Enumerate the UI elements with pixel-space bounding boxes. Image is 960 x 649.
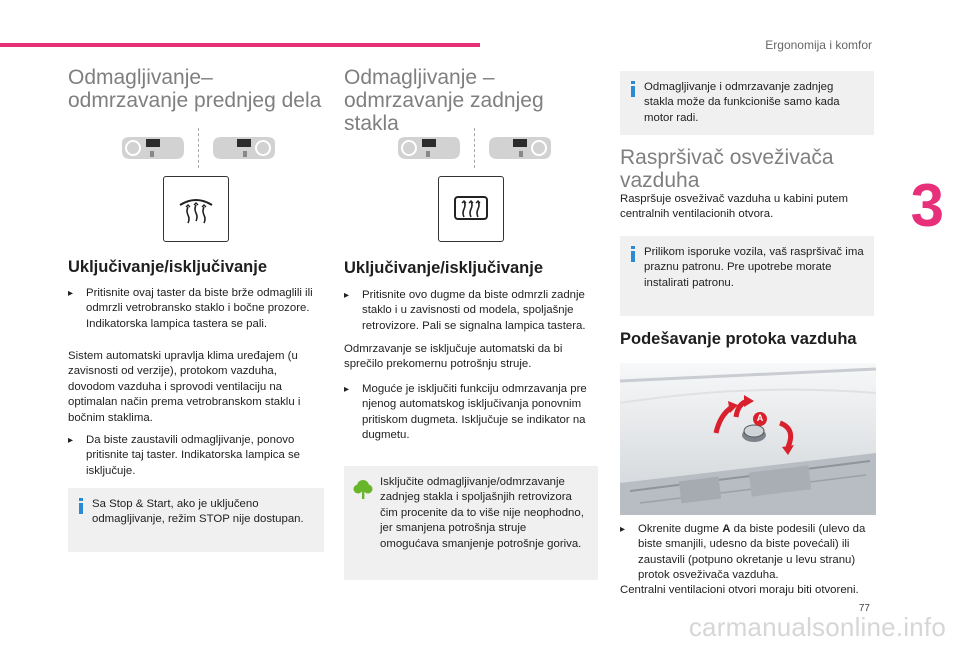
- bullet-front-stop: [68, 433, 324, 479]
- subtitle-airflow-adjust: Podešavanje protoka vazduha: [620, 330, 857, 348]
- info-icon: [75, 498, 87, 514]
- mirror-right-icon: [487, 133, 555, 163]
- photo-label-a: A: [756, 413, 764, 423]
- mirror-separator: [198, 128, 199, 168]
- page-number: 77: [858, 603, 870, 614]
- bullet-rear-press: [344, 288, 600, 334]
- paragraph-freshener-intro: Raspršuje osveživač vazduha u kabini putem centralnih ventilacionih otvora.: [620, 193, 848, 221]
- note-cartridge: [620, 236, 874, 316]
- windshield-defrost-icon: [176, 193, 216, 225]
- mirror-diagram-rear: [394, 128, 555, 168]
- subtitle-on-off-front: Uključivanje/isključivanje: [68, 258, 268, 276]
- rear-window-defrost-icon: [451, 193, 491, 225]
- paragraph-rear-auto-off: Odmrzavanje se isključuje automatski da bi sprečilo prekomernu potrošnju struje.: [344, 343, 563, 371]
- note-cartridge-text: Prilikom isporuke vozila, vaš raspršivač ima praznu patronu. Pre upotrebe morate instalirati patronu.: [644, 246, 864, 289]
- paragraph-front-system: Sistem automatski upravlja klima uređajem (u zavisnosti od verzije), protokom vazduha, dovodom vazduha i sprovodi ventilaciju na optimalan način prema vetrobranskom staklu i bočnim staklima.: [68, 350, 301, 424]
- note-eco-text: Isključite odmagljivanje/odmrzavanje zadnjeg stakla i spoljašnjih retrovizora čim procenite da to više nije neophodno, jer smanjena potrošnja struje omogućava smanjenje potrošnje goriva.: [380, 476, 584, 550]
- bullet-turn-dial-letter: A: [722, 523, 731, 535]
- section-title-air-freshener: Raspršivač osveživača vazduha: [620, 146, 834, 192]
- mirror-right-icon: [211, 133, 279, 163]
- bullet-arrow-icon: ▸: [620, 524, 626, 535]
- eco-tree-icon: [352, 478, 374, 500]
- note-eco: [344, 466, 598, 580]
- bullet-turn-dial-post: da biste podesili (ulevo da biste smanjili, udesno da biste povećali) ili zaustavili (potpuno okretanje u levu stranu) protok osveživača vazduha.: [638, 523, 866, 582]
- note-stop-start-text: Sa Stop & Start, ako je uključeno odmagljivanje, režim STOP nije dostupan.: [92, 498, 304, 526]
- section-title-front-defrost: Odmagljivanje– odmrzavanje prednjeg dela: [68, 66, 322, 112]
- bullet-rear-cancel: [344, 382, 600, 444]
- mirror-separator: [474, 128, 475, 168]
- bullet-arrow-icon: ▸: [68, 435, 74, 446]
- bullet-turn-dial: [620, 522, 876, 584]
- note-stop-start: [68, 488, 324, 552]
- note-engine-running: [620, 71, 874, 135]
- freshener-dial-photo: [620, 363, 876, 515]
- bullet-front-press: [68, 286, 324, 332]
- subtitle-on-off-rear: Uključivanje/isključivanje: [344, 259, 544, 277]
- note-engine-running-text: Odmagljivanje i odmrzavanje zadnjeg stakla može da funkcioniše samo kada motor radi.: [644, 81, 840, 124]
- bullet-turn-dial-pre: Okrenite dugme: [638, 523, 723, 535]
- bullet-arrow-icon: ▸: [344, 290, 350, 301]
- bullet-rear-press-text: Pritisnite ovo dugme da biste odmrzli zadnje staklo i u zavisnosti od modela, spoljašnje retrovizore. Pali se signalna lampica tastera.: [362, 289, 586, 332]
- mirror-diagram-front: [118, 128, 279, 168]
- bullet-arrow-icon: ▸: [68, 288, 74, 299]
- mirror-left-icon: [118, 133, 186, 163]
- watermark: carmanualsonline.info: [688, 612, 946, 642]
- header-accent-bar: [0, 43, 480, 47]
- bullet-arrow-icon: ▸: [344, 384, 350, 395]
- mirror-left-icon: [394, 133, 462, 163]
- front-defrost-button-icon: [163, 176, 229, 242]
- vent-dial-illustration: [620, 363, 876, 515]
- section-title-rear-defrost: Odmagljivanje – odmrzavanje zadnjeg stakla: [344, 66, 544, 135]
- chapter-number: 3: [910, 172, 944, 239]
- bullet-rear-cancel-text: Moguće je isključiti funkciju odmrzavanja pre njenog automatskog isključivanja ponovnim pritiskom dugmeta. Isključuje se indikator na dugmetu.: [362, 383, 587, 442]
- info-icon: [627, 246, 639, 262]
- rear-defrost-button-icon: [438, 176, 504, 242]
- bullet-front-stop-text: Da biste zaustavili odmagljivanje, ponovo pritisnite taj taster. Indikatorska lampica se isključuje.: [86, 434, 300, 477]
- paragraph-vents-open: Centralni ventilacioni otvori moraju biti otvoreni.: [620, 584, 859, 596]
- info-icon: [627, 81, 639, 97]
- chapter-title: Ergonomija i komfor: [765, 38, 872, 52]
- bullet-front-press-text: Pritisnite ovaj taster da biste brže odmaglili ili odmrzli vetrobransko staklo i bočne prozore. Indikatorska lampica tastera se pali.: [86, 287, 313, 330]
